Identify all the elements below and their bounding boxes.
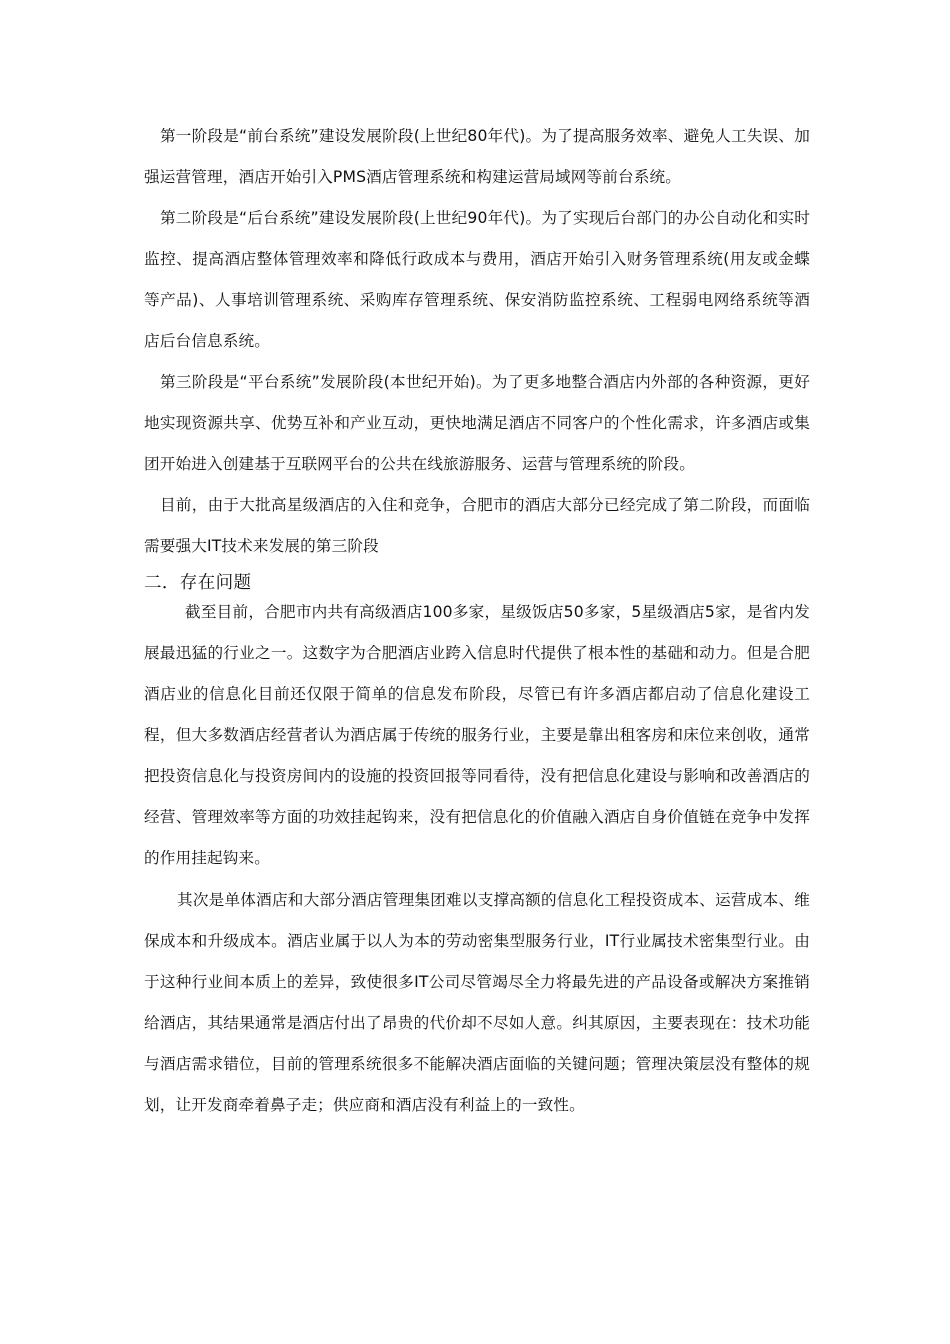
paragraph-stage-two: 第二阶段是“后台系统”建设发展阶段(上世纪90年代)。为了实现后台部门的办公自动化和实时监控、提高酒店整体管理效率和降低行政成本与费用，酒店开始引入财务管理系统(用友或金蝶等产品)、人事培训管理系统、采购库存管理系统、保安消防监控系统、工程弱电网络系统等酒店后台信息系统。 [144, 209, 810, 350]
section-heading: 二．存在问题 [144, 573, 252, 593]
paragraph-current-status: 目前，由于大批高星级酒店的入住和竞争，合肥市的酒店大部分已经完成了第二阶段，而面临需要强大IT技术来发展的第三阶段 [144, 496, 810, 555]
paragraph-stage-three: 第三阶段是“平台系统”发展阶段(本世纪开始)。为了更多地整合酒店内外部的各种资源，更好地实现资源共享、优势互补和产业互动，更快地满足酒店不同客户的个性化需求，许多酒店或集团开始进入创建基于互联网平台的公共在线旅游服务、运营与管理系统的阶段。 [144, 373, 810, 473]
paragraph-cost-issues: 其次是单体酒店和大部分酒店管理集团难以支撑高额的信息化工程投资成本、运营成本、维保成本和升级成本。酒店业属于以人为本的劳动密集型服务行业，IT行业属技术密集型行业。由于这种行业间本质上的差异，致使很多IT公司尽管竭尽全力将最先进的产品设备或解决方案推销给酒店，其结果通常是酒店付出了昂贵的代价却不尽如人意。纠其原因，主要表现在：技术功能与酒店需求错位，目前的管理系统很多不能解决酒店面临的关键问题；管理决策层没有整体的规划，让开发商牵着鼻子走；供应商和酒店没有利益上的一致性。 [144, 891, 810, 1114]
paragraph-stage-one: 第一阶段是“前台系统”建设发展阶段(上世纪80年代)。为了提高服务效率、避免人工失误、加强运营管理，酒店开始引入PMS酒店管理系统和构建运营局域网等前台系统。 [144, 127, 810, 186]
paragraph-existing-problems: 截至目前，合肥市内共有高级酒店100多家，星级饭店50多家，5星级酒店5家，是省内发展最迅猛的行业之一。这数字为合肥酒店业跨入信息时代提供了根本性的基础和动力。但是合肥酒店业的信息化目前还仅限于简单的信息发布阶段，尽管已有许多酒店都启动了信息化建设工程，但大多数酒店经营者认为酒店属于传统的服务行业，主要是靠出租客房和床位来创收，通常把投资信息化与投资房间内的设施的投资回报等同看待，没有把信息化建设与影响和改善酒店的经营、管理效率等方面的功效挂起钩来，没有把信息化的价值融入酒店自身价值链在竞争中发挥的作用挂起钩来。 [144, 603, 810, 867]
